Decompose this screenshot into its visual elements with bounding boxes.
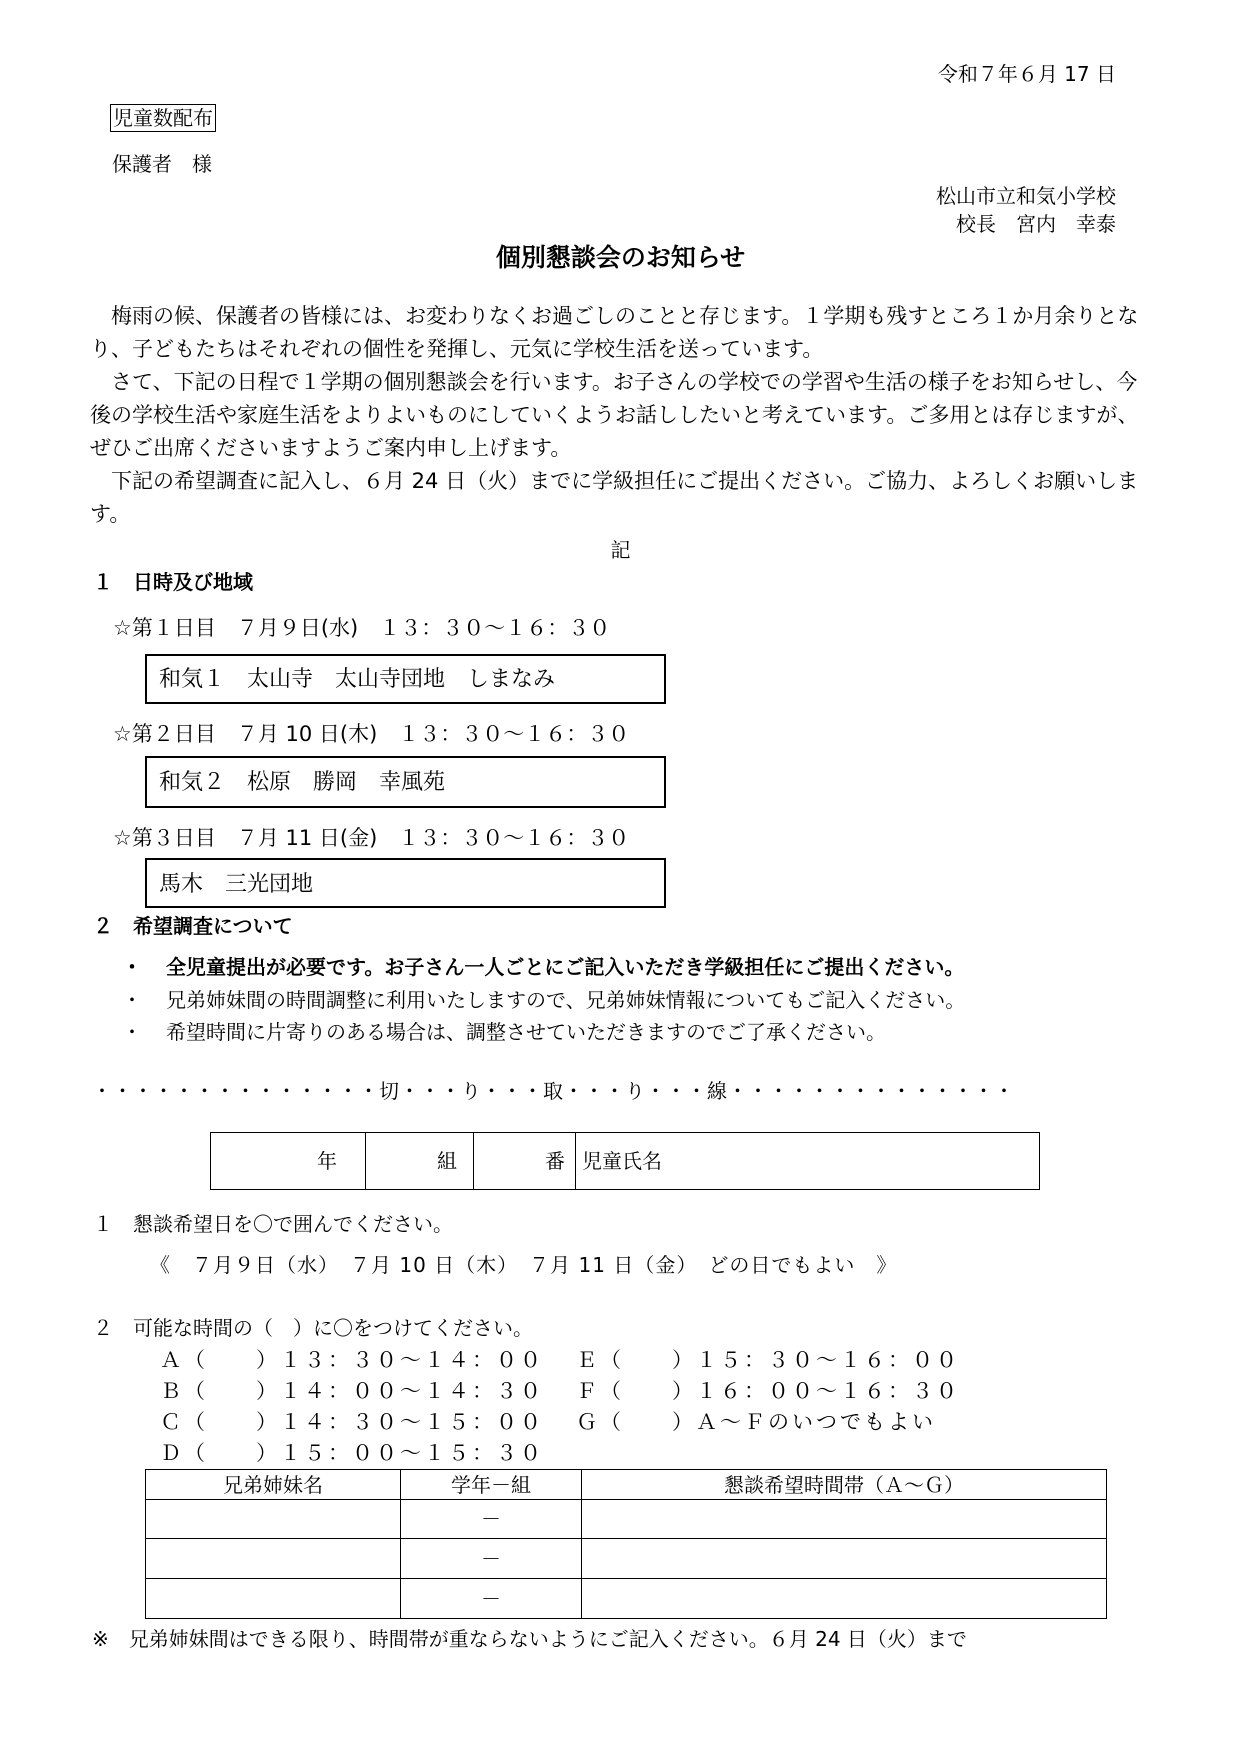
day2-area-box	[145, 756, 666, 808]
grade-class-header: 学年－組	[401, 1470, 582, 1500]
sibling-name-cell[interactable]	[146, 1579, 401, 1619]
day3-areas: 馬木 三光団地	[159, 872, 314, 897]
day3-area-box	[145, 858, 666, 908]
slot-b[interactable]: Ｂ（ ）１４：００～１４：３０	[160, 1379, 544, 1403]
class-cell[interactable]	[366, 1133, 474, 1190]
grade-label: 年	[317, 1149, 337, 1173]
number-cell[interactable]	[474, 1133, 576, 1190]
time-slot-cell[interactable]	[582, 1500, 1107, 1539]
question2-text: ２ 可能な時間の（ ）に〇をつけてください。	[93, 1316, 533, 1340]
day1-area-box	[145, 654, 666, 704]
slot-d[interactable]: Ｄ（ ）１５：００～１５：３０	[160, 1441, 544, 1465]
time-slot-cell[interactable]	[582, 1579, 1107, 1619]
grade-class-cell[interactable]	[401, 1539, 582, 1579]
sibling-name-cell[interactable]	[146, 1500, 401, 1539]
dash: －	[481, 1507, 501, 1531]
sibling-name-header: 兄弟姉妹名	[146, 1470, 401, 1500]
time-slot-cell[interactable]	[582, 1539, 1107, 1579]
class-label: 組	[437, 1149, 457, 1173]
slot-c[interactable]: Ｃ（ ）１４：３０～１５：００	[160, 1410, 544, 1434]
table-row	[146, 1579, 1107, 1619]
table-row	[146, 1539, 1107, 1579]
addressee: 保護者 様	[112, 152, 212, 176]
day1-label: ☆第１日目 ７月９日(水) １３：３０～１６：３０	[113, 616, 611, 640]
footnote: ※ 兄弟姉妹間はできる限り、時間帯が重ならないようにご記入ください。６月 24 日（火）まで	[92, 1627, 967, 1651]
grade-class-cell[interactable]	[401, 1500, 582, 1539]
bullet-text: 兄弟姉妹間の時間調整に利用いたしますので、兄弟姉妹情報についてもご記入ください。	[166, 988, 966, 1012]
grade-cell[interactable]	[211, 1133, 366, 1190]
bullet-1	[122, 955, 964, 979]
bullet-mark: ・	[122, 1020, 142, 1044]
bullet-3	[122, 1020, 886, 1044]
question1-choices[interactable]: 《 ７月９日（水） ７月 10 日（木） ７月 11 日（金） どの日でもよい 》	[150, 1253, 898, 1277]
bullet-2	[122, 988, 965, 1012]
intro-paragraph-1: 梅雨の候、保護者の皆様には、お変わりなくお過ごしのことと存じます。１学期も残すところ１か月余りとなり、子どもたちはそれぞれの個性を発揮し、元気に学校生活を送っています。	[90, 304, 1139, 361]
intro-body	[90, 300, 1150, 531]
sibling-table	[145, 1469, 1107, 1619]
bullet-text: 希望時間に片寄りのある場合は、調整させていただきますのでご了承ください。	[166, 1020, 886, 1044]
cut-line: ・・・・・・・・・・・・・・切・・・り・・・取・・・り・・・線・・・・・・・・・・・・・・	[92, 1079, 1015, 1103]
slot-g[interactable]: Ｇ（ ）Ａ～Ｆのいつでもよい	[576, 1410, 936, 1434]
slot-e[interactable]: Ｅ（ ）１５：３０～１６：００	[576, 1348, 960, 1372]
school-name: 松山市立和気小学校	[936, 184, 1116, 208]
dash: －	[481, 1546, 501, 1571]
time-slot-header: 懇談希望時間帯（Ａ～Ｇ）	[582, 1470, 1107, 1500]
bullet-text: 全児童提出が必要です。お子さん一人ごとにご記入いただき学級担任にご提出ください。	[166, 955, 965, 979]
number-label: 番	[545, 1149, 565, 1173]
date: 令和７年６月 17 日	[937, 62, 1116, 86]
section2-heading: ２ 希望調査について	[93, 914, 293, 938]
page-title: 個別懇談会のお知らせ	[495, 243, 746, 272]
slot-a[interactable]: Ａ（ ）１３：３０～１４：００	[160, 1348, 544, 1372]
bullet-mark: ・	[122, 955, 142, 979]
student-name-label: 児童氏名	[582, 1149, 662, 1173]
section1-heading: １ 日時及び地域	[93, 570, 253, 594]
distribution-note: 児童数配布	[110, 104, 216, 132]
student-info-table	[210, 1132, 1040, 1190]
intro-paragraph-2: さて、下記の日程で１学期の個別懇談会を行います。お子さんの学校での学習や生活の様子をお知らせし、今後の学校生活や家庭生活をよりよいものにしていくようお話ししたいと考えています。ご多用とは存じますが、ぜひご出席くださいますようご案内申し上げます。	[90, 370, 1139, 460]
principal-name: 校長 宮内 幸泰	[956, 212, 1116, 236]
sibling-name-cell[interactable]	[146, 1539, 401, 1579]
slot-f[interactable]: Ｆ（ ）１６：００～１６：３０	[576, 1379, 960, 1403]
grade-class-cell[interactable]	[401, 1579, 582, 1619]
student-name-cell[interactable]	[576, 1133, 1040, 1190]
day3-label: ☆第３日目 ７月 11 日(金) １３：３０～１６：３０	[113, 826, 630, 850]
day2-label: ☆第２日目 ７月 10 日(木) １３：３０～１６：３０	[113, 722, 630, 746]
dash: －	[481, 1586, 501, 1611]
day2-areas: 和気２ 松原 勝岡 幸風苑	[159, 770, 446, 795]
question1-text: １ 懇談希望日を〇で囲んでください。	[93, 1212, 453, 1236]
day1-areas: 和気１ 太山寺 太山寺団地 しまなみ	[159, 667, 556, 692]
bullet-mark: ・	[122, 988, 142, 1012]
ki-mark: 記	[610, 538, 631, 562]
intro-paragraph-3: 下記の希望調査に記入し、６月 24 日（火）までに学級担任にご提出ください。ご協力、よろしくお願いします。	[90, 469, 1139, 526]
table-row	[146, 1500, 1107, 1539]
